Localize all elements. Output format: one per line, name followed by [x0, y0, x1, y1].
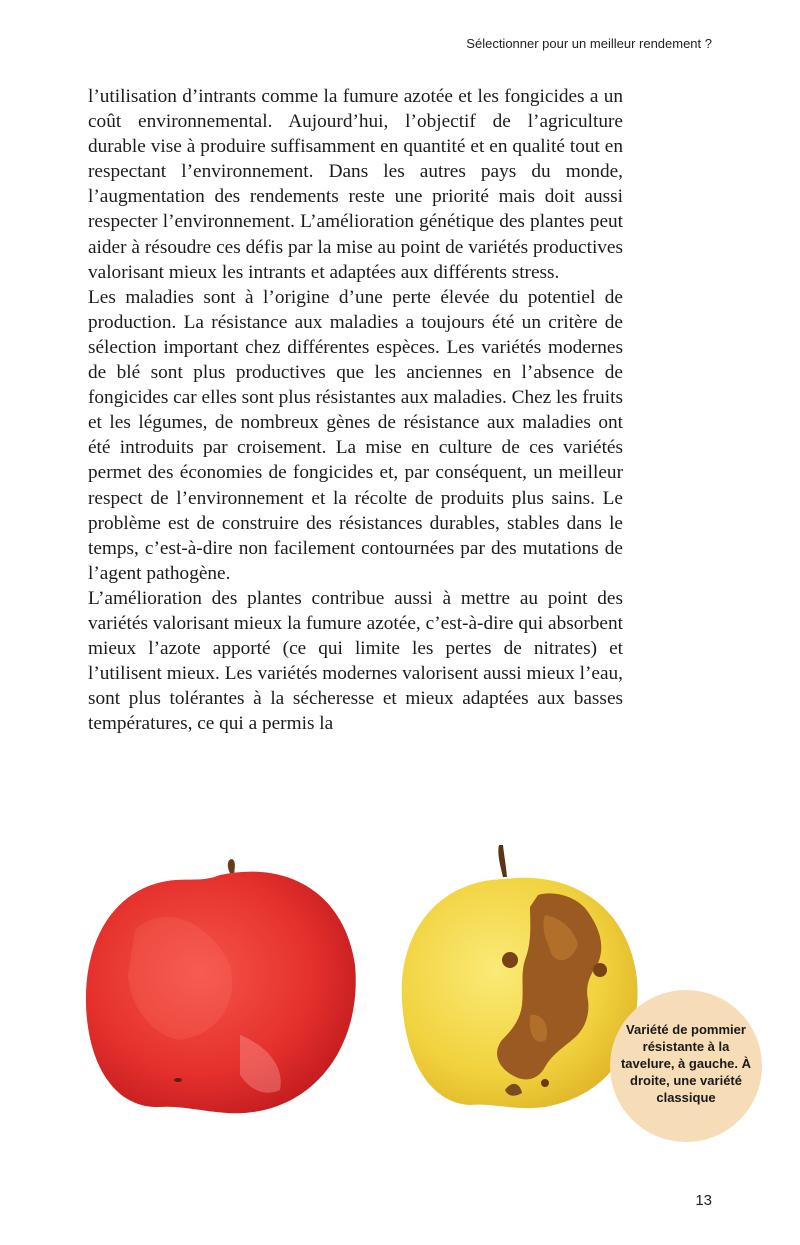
- paragraph: L’amélioration des plantes contribue aussi à mettre au point des variétés valorisant mieux la fumure azotée, c’est-à-dire qui absorbent mieux l’azote apporté (ce qui limite les pertes de nitrates) et l’utilisent mieux. Les variétés modernes valorisent aussi mieux l’eau, sont plus tolérantes à la sécheresse et mieux adaptées aux basses températures, ce qui a permis la: [88, 587, 623, 735]
- paragraph: Les maladies sont à l’origine d’une perte élevée du potentiel de production. La résistance aux maladies a toujours été un critère de sélection important chez différentes espèces. Les variétés modernes de blé sont plus productives que les anciennes en l’absence de fongicides car elles sont plus résistantes aux maladies. Chez les fruits et les légumes, de nombreux gènes de résistance aux maladies ont été introduits par croisement. La mise en culture de ces variétés permet des économies de fongicides et, par conséquent, un meilleur respect de l’environnement et la récolte de produits plus sains. Le problème est de construire des résistances durables, stables dans le temps, c’est-à-dire non facilement contournées par des mutations de l’agent pathogène.: [88, 286, 623, 584]
- page-number: 13: [695, 1192, 712, 1209]
- figure-caption: Variété de pommier résistante à la tavelure, à gauche. À droite, une variété classique: [620, 1021, 752, 1105]
- caption-badge: [610, 990, 762, 1142]
- paragraph: l’utilisation d’intrants comme la fumure azotée et les fongicides a un coût environnemental. Aujourd’hui, l’objectif de l’agriculture durable vise à produire suffisamment en quantité et en qualité tout en respectant l’environnement. Dans les autres pays du monde, l’augmentation des rendements reste une priorité mais doit aussi respecter l’environnement. L’amélioration génétique des plantes peut aider à résoudre ces défis par la mise au point de variétés productives valorisant mieux les intrants et adaptées aux différents stress.: [88, 86, 623, 283]
- red-apple-image: [86, 859, 356, 1113]
- body-text: [88, 84, 623, 736]
- yellow-apple-image: [402, 845, 638, 1108]
- running-header: Sélectionner pour un meilleur rendement ?: [466, 36, 712, 51]
